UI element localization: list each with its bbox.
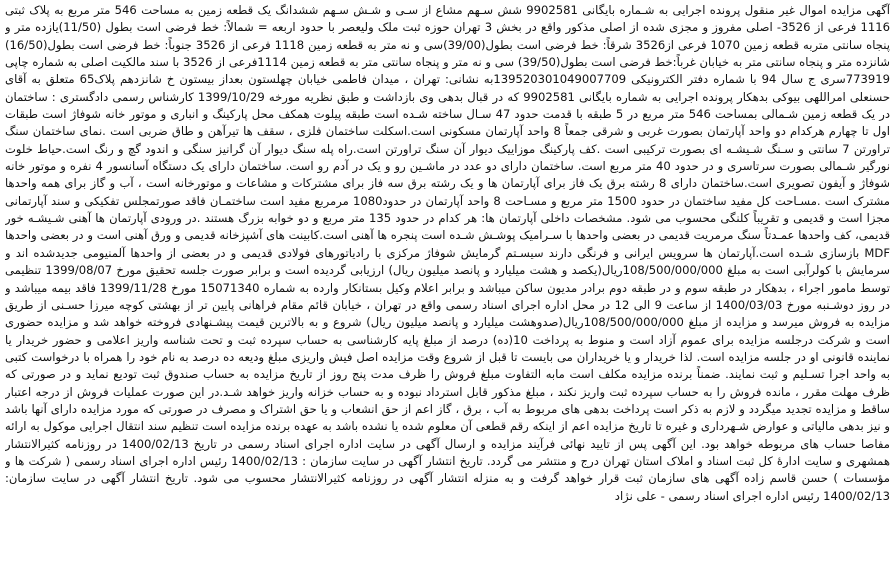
auction-notice (5, 2, 890, 567)
notice-body-text: آگهی مزایده اموال غیر منقول پرونده اجرایی به شـماره بایگانی 9902581 شش سـهم مشاع از سـی و شـش سـهم ششدانگ یک قطعه زمین به مساحت 546 متر مربع به پلاک ثبتی 1116 فرعی از 3526- اصلی مفروز و مجزی شده از اصلی مذکور واقع در بخش 3 تهران حوزه ثبت ملک ولیعصر با حدود اربعه = شمالاً: خط فرضی است بطول (11/50)یازده متر و پنجاه سانتی متربه قطعه زمین 1070 فرعی از3526 شرقاً: خط فرضی است بطول(39/00)سی و نه متر به قطعه زمین 1118 فرعی از 3526 جنوباً: خط فرضی است بطول(16/50) شانزده متر و پنجاه سانتی متر به خیابان غرباً:خط فرضی است بطول(39/50) سی و نه متر و پنجاه سانتی متر به قطعه زمین 1114فرعی از 3526 با سند مالکیت اصلی به شماره چاپی 773919سری ج سال 94 با شماره دفتر الکترونیکی 139520301049007709به نشانی: تهران ، میدان فاطمی خیابان چهلستون بعداز بیستون خ شانزدهم پلاک65 متعلق به آقای حسنعلی امراللهی بیوکی بدهکار پرونده اجرایی به شماره بایگانی 9902581 که در قبال بدهی وی بازداشت و طبق نظریه مورخه 1399/10/29 کارشناس رسمی دادگستری : ساختمان در یک قطعه زمین شـمالی بمساحت 546 متر مربع در 5 طبقه با قدمت حدود 47 سـال ساخته شـده است طبقه پیلوت همکف محل پارکینگ و انباری و موتور خانه شوفاژ است طبقات اول تا چهارم هرکدام دو واحد آپارتمان بصورت غربی و شرقی جمعاً 8 واحد آپارتمان مسکونی است.اسکلت ساختمان فلزی ، سقف ها تیرآهن و طاق ضربی است .نمای ساختمان سنگ تراورتن 7 سانتی و سـنگ شـیشـه ای بصورت ترکیبی است .کف پارکینگ موزاییک دیوار آن سنگ تراورتن است.راه پله سنگ دیوار آن گرانیز سنگی و اندود گچ و رنگ است.حیاط خلوت نورگیر شـمالی بصورت سرتاسری و در حدود 40 متر مربع است. ساختمان دارای دو عدد در ماشـین رو و یک در آدم رو است. ساختمان دارای یک دستگاه آسانسور 4 نفره و موتور خانه شوفاژ و آیفون تصویری است.ساختمان دارای 8 رشته برق یک فاز برای آپارتمان ها و یک رشته برق سه فاز برای مشترکات و مشاعات و موتورخانه است ، آب و گاز برای همه واحدها مشترک است .مسـاحت کل مفید ساختمان در حدود 1500 متر مربع و مسـاحت 8 واحد آپارتمان در حدود1080 مرمربع مفید است ساختمـان فاقد صورتمجلس تفکیکی و سند آپارتمانی مجزا است و قدیمی و تقریباً کلنگی محسوب می شود. مشخصات داخلی آپارتمان ها: هر کدام در حدود 135 متر مربع و دو خوابه بزرگ هستند .در ورودی آپارتمان ها آهنی شـیشـه خور قدیمی، کف واحدها عمـدتاً سنگ مرمریت قدیمی در بعضی واحدها با سـرامیک پوشـش شـده است پنجره ها آهنی است.کابینت های آشپزخانه قدیمی و ورق آهنی است و در بعضی واحدها MDF بازسازی شـده است.آپارتمان ها سرویس ایرانی و فرنگی دارند سیسـتم گرمایش شوفاژ مرکزی با رادیاتورهای فولادی قدیمی و در بعضی از واحدها آلمنیومی جدیدشده اند و سرمایش با کولرآبی است به مبلغ 108/500/000/000ریال(یکصد و هشت میلیارد و پانصد میلیون ریال) ارزیابی گردیده است و برابر صورت جلسه تحقیق مورخ 1399/08/07 تنظیمی توسط مامور اجراء ، بدهکار در طبقه سوم و در طبقه دوم برادر مدیون ساکن میباشد و برابر اعلام وکیل بستانکار وارده به شماره 15071340 مورخ 1399/11/28 فاقد بیمه میباشد و در روز دوشـنبه مورخ 1400/03/03 از ساعت 9 الی 12 در محل اداره اجرای اسناد رسمی واقع در تهران ، خیابان قائم مقام فراهانی پایین تر از بهشتی کوچه میرزا حسـنی از طریق مزایده به فروش میرسد و مزایده از مبلغ 108/500/000/000ریال(صدوهشت میلیارد و پانصد میلیون ریال) شروع و به بالاترین قیمت پیشـنهادی فروخته خواهد شد و مزایده حضوری است و شرکت درجلسه مزایده برای عموم آزاد است و منوط به پرداخت 10(ده) درصد از مبلغ پایه کارشناسی به حساب سپرده ثبت و تحت شناسه واریز اعلامی و حضور خریدار یا نماینده قانونی او در جلسه مزایده است. لذا خریدار و یا خریداران می بایست تا قبل از شروع وقت مزایده اصل فیش واریزی مبلغ ودیعه ده درصد به نام خود را همراه با درخواست کتبی به واحد اجرا تسـلیم و ثبت نمایند. ضمناً برنده مزایده مکلف است مابه التفاوت مبلغ فروش را ظرف مدت پنج روز از تاریخ مزایده به حساب صندوق ثبت تودیع نماید و در صورتی که ظرف مهلت مقرر ، مانده فروش را به حساب سپرده ثبت واریز نکند ، مبلغ مذکور قابل استرداد نبوده و به حساب خزانه واریز خواهد شـد.در این صورت عملیات فروش از درجه اعتبار ساقط و مزایده تجدید میگردد و لازم به ذکر است پرداخت بدهی های مربوط به آب ، برق ، گاز اعم از حق انشعاب و یا حق اشتراک و مصرف در صورتی که مورد مزایده دارای آنها باشد و نیز بدهی مالیاتی و عوارض شـهرداری و غیره تا تاریخ مزایده اعم از اینکه رقم قطعی آن معلوم شده یا نشده باشد به عهده برنده مزایده است تنظیم سند انتقال اجرایی موکول به ارائه مفاصا حساب های مربوطه خواهد بود. این آگهی پس از تایید نهائی فرآیند مزایده و ارسال آگهی در سایت اداره اجرای اسناد رسمی در تاریخ 1400/02/13 در روزنامه کثیرالانتشار همشهری و سایت ادارۀ کل ثبت اسناد و املاک استان تهران درج و منتشر می گردد. تاریخ انتشار آگهی در سایت سازمان : 1400/02/13 رئیس اداره اجرای اسناد رسمی ( شرکت ها و مؤسسات ) حسن قاسم زاده آگهی های سازمان ثبت قرار خواهد گرفت و به منزله انتشار آگهی در روزنامه کثیرالانتشار محسوب می شود. تاریخ انتشار آگهی در سایت سازمان: 1400/02/13 رئیس اداره اجرای اسناد رسمی - علی نژاد (5, 3, 890, 503)
